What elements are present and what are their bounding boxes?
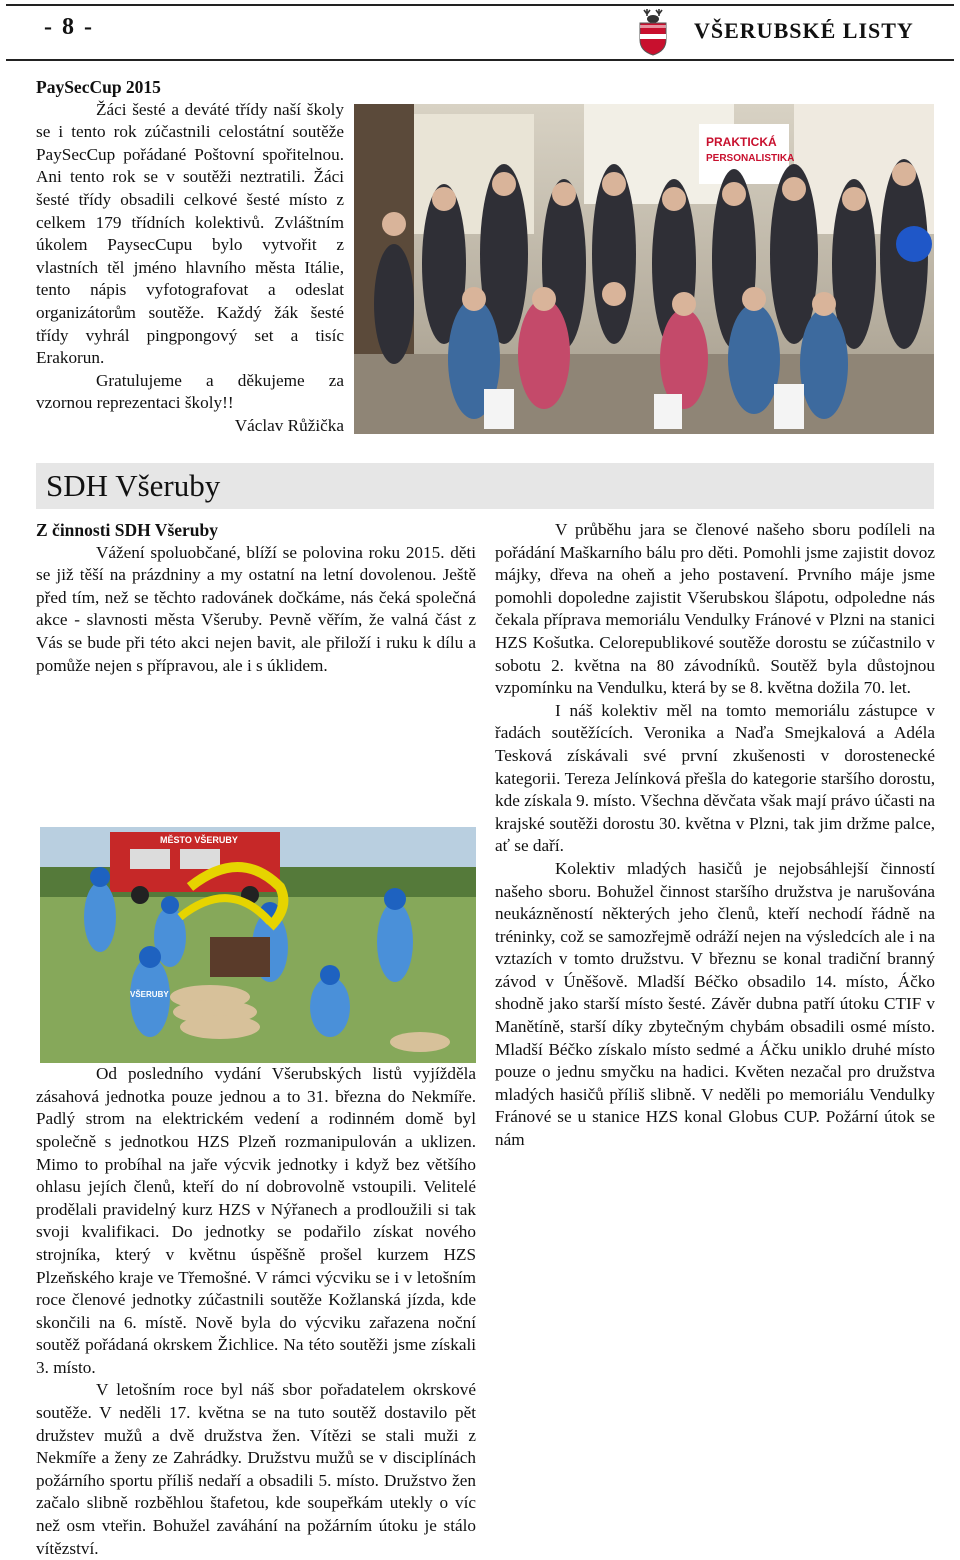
header-bottom-rule	[6, 59, 954, 61]
page-header	[0, 0, 960, 62]
section-title: SDH Všeruby	[46, 468, 221, 503]
fire-team-photo-wrapper	[40, 827, 476, 1063]
sdh-right-paragraph-3: Kolektiv mladých hasičů je nejobsáhlejší činností našeho sboru. Bohužel činnost staršího družstva je narušována neukázněností některých jeho členů, kteří nechodí řádně na tréninky, což se samozřejmě odráží nejen na výsledcích ale i na vztazích v tomto družstvu. V březnu se konal tradiční branný závod v Úněšově. Mladší Béčko obsadilo 14. místo, Áčko shodně jako starší místo šesté. Závěr dubna patří útoku CTIF v Manětíně, starší díky zbytečným chybám obsadili osmé místo. Mladší Béčko získalo místo sedmé a Áčku uniklo druhé místo pouze o jednu smyčku na hadici. Květen nezačal pro družstva mladých hasičů příliš slibně. V neděli po memoriálu Vendulky Fránové se u stanice HZS konal Globus CUP. Požární útok se nám	[495, 858, 935, 1150]
sdh-left-paragraph-1: Vážení spoluobčané, blíží se polovina roku 2015. děti se již těší na prázdniny a my ostatní na letní dovolenou. Ještě před tím, než se těchto radovánek dočkáme, nás čeká společná akce - slavnosti města Všeruby. Pevně věřím, že valná část z Vás se bude při této akci nejen bavit, ale přiloží i ruku k dílu a pomůže nejen s přípravou, ale i s úklidem.	[36, 542, 476, 675]
sdh-left-column	[36, 519, 476, 1560]
sdh-right-paragraph-2: I náš kolektiv měl na tomto memoriálu zástupce v řadách soutěžících. Veronika a Naďa Smejkalová a Adéla Tesková získávali své první zkušenosti v dorostenecké kategorii. Tereza Jelínková přešla do kategorie staršího dorostu, kde získala 9. místo. Všechna děvčata však mají právo účasti na krajské soutěži dorostu 30. května v Plzni, tak jim držme palce, ať se daří.	[495, 700, 935, 856]
page-number: - 8 -	[44, 14, 94, 40]
photo-sign-text-2: PERSONALISTIKA	[706, 153, 795, 164]
truck-sign-text: MĚSTO VŠERUBY	[160, 835, 238, 846]
sdh-right-paragraph-1: V průběhu jara se členové našeho sboru podíleli na pořádání Maškarního bálu pro děti. Pomohli jsme zajistit dovoz májky, dřeva na oheň a jeho postavení. Prvního máje jsme pomohli dopoledne zajistit Všerubskou šlápotu, odpoledne nás čekala příprava memoriálu Vendulky Fránové v Plzni na stanici HZS Košutka. Celorepublikové soutěže dorostu se zúčastnilo v sobotu 2. května na 80 závodníků. Soutěž byla důstojnou vzpomínku na Vendulku, která by se 8. května dožila 70. let.	[495, 520, 935, 698]
paysec-title: PaySecCup 2015	[36, 77, 161, 97]
section-header-bar	[36, 463, 934, 509]
header-top-rule	[6, 4, 954, 6]
paysec-paragraph-2: Gratulujeme a děkujeme za vzornou reprezentaci školy!!	[36, 370, 344, 413]
sdh-left-paragraph-2: Od posledního vydání Všerubských listů vyjížděla zásahová jednotka pouze jednou a to 31. března do Nekmíře. Padlý strom na elektrickém vedení a rodinném domě byl společně s jednotkou HZS Plzeň rozmanipulován a uklizen. Mimo to probíhal na jaře výcvik jednotky i když bez většího ohlasu jejích členů, kteří do ní dobrovolně vstoupili. Velitelé prodělali pravidelný kurz HZS v Nýřanech a prodloužili si tak svoji kvalifikaci. Do jednotky se podařilo získat nového strojníka, který v květnu úspěšně prošel kurzem HZS Plzeňského kraje ve Třemošné. V rámci výcviku se i v letošním roce členové jednotky zúčastnili soutěže Kožlanská jízda, kde skončili na 6. místě. Nově byla do výcviku zařazena noční soutěž pořádaná okrskem Žichlice. Na této soutěži jsme získali 3. místo.	[36, 1064, 476, 1377]
sdh-right-column	[495, 519, 935, 1152]
paysec-signature: Václav Růžička	[234, 415, 344, 435]
fire-team-photo	[40, 827, 476, 1063]
float-spacer	[36, 677, 476, 823]
paysec-group-photo	[354, 104, 934, 434]
newsletter-title: VŠERUBSKÉ LISTY	[694, 18, 914, 43]
paysec-paragraph-1: Žáci šesté a deváté třídy naší školy se i tento rok zúčastnili celostátní soutěže PaySecCup pořádané Poštovní spořitelnou. Ani tento rok se v soutěži neztratili. Žáci šesté třídy obsadili celkové šesté místo z celkem 179 třídních kolektivů. Zvláštním úkolem PaysecCupu bylo vytvořit z vlastních těl jméno hlavního města Itálie, tento nápis vyfotografovat a odeslat organizátorům soutěže. Každý žák šesté třídy vyhrál pingpongový set a tisíc Erakorun.	[36, 99, 344, 368]
photo-sign-text-1: PRAKTICKÁ	[706, 135, 777, 149]
paysec-article	[36, 76, 344, 438]
sdh-left-paragraph-3: V letošním roce byl náš sbor pořadatelem okrskové soutěže. V neděli 17. května se na tuto soutěž dostavilo pět družstev mužů a dvě družstva žen. Vítězi se stali muži z Nekmíře a ženy ze Zahrádky. Družstvu mužů se v disciplínách požárního sportu příliš nedaří a obsadili 5. místo. Družstvo žen začalo slibně rozběhlou štafetou, kde soupeřkám utekly o víc než osm vteřin. Bohužel zaváhání na požárním útoku je stálo vítězství.	[36, 1380, 476, 1558]
shirt-text: VŠERUBY	[130, 990, 169, 1000]
town-crest-icon	[638, 6, 668, 56]
sdh-subtitle: Z činnosti SDH Všeruby	[36, 520, 219, 540]
